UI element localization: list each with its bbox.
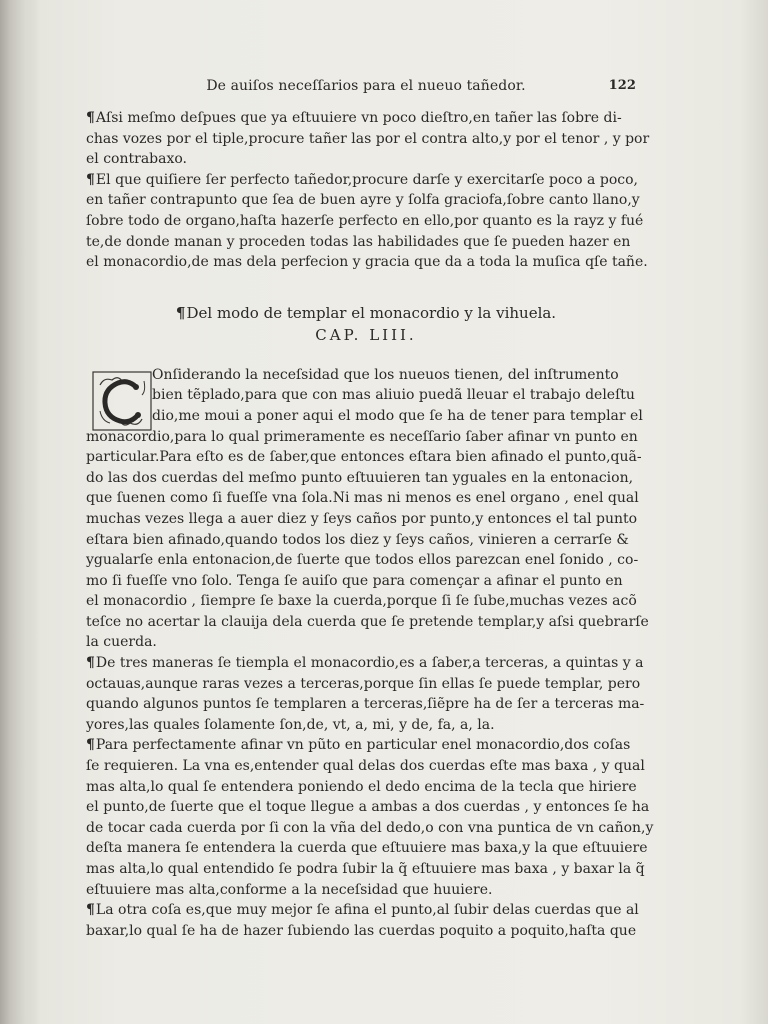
text-line: ſe requieren. La vna es,entender qual delas dos cuerdas eſte mas baxa , y qual xyxy=(86,758,645,775)
text-line: que ſuenen como ſi fueſſe vna ſola.Ni mas ni menos es enel organo , enel qual xyxy=(86,490,639,507)
pilcrow-mark: ¶ xyxy=(86,655,95,672)
text-line: ¶Aſsi meſmo deſpues que ya eſtuuiere vn poco dieſtro,en tañer las ſobre di- xyxy=(86,110,622,126)
pilcrow-mark: ¶ xyxy=(86,902,95,919)
text-line: en tañer contrapunto que ſea de buen ayre y ſolfa graciofa,ſobre canto llano,y xyxy=(86,192,640,209)
text-line: eſtara bien afinado,quando todos los diez y ſeys caños, vinieren a cerrarſe & xyxy=(86,531,629,548)
text-line: mas alta,lo qual ſe entendera poniendo el dedo encima de la tecla que hiriere xyxy=(86,778,637,795)
chapter-paragraph-4 xyxy=(86,900,646,941)
chapter-paragraph-2 xyxy=(86,653,646,735)
pilcrow-mark: ¶ xyxy=(86,171,95,188)
text-line: mo ſi fueſſe vno ſolo. Tenga ſe auiſo que para començar a afinar el punto en xyxy=(86,572,623,589)
running-head xyxy=(86,72,646,100)
text-line: do las dos cuerdas del meſmo punto eſtuuieren tan yguales en la entonacion, xyxy=(86,469,634,486)
text-line: quando algunos puntos ſe templaren a terceras,ſiẽpre ha de ſer a terceras ma- xyxy=(86,696,645,713)
text-line: particular.Para eſto es de ſaber,que entonces eſtara bien afinado el punto,quã- xyxy=(86,449,642,466)
chapter-number: CAP. LIII. xyxy=(315,325,417,344)
chapter-title: ¶Del modo de templar el monacordio y la vihuela. xyxy=(175,303,557,322)
text-line: de tocar cada cuerda por ſi con la vña del dedo,o con vna puntica de vn cañon,y xyxy=(86,819,654,836)
chapter-paragraph-1 xyxy=(86,365,649,653)
text-line: octauas,aunque raras vezes a terceras,porque ſin ellas ſe puede templar, pero xyxy=(86,675,641,692)
chapter-paragraph-3 xyxy=(86,735,654,900)
pilcrow-mark: ¶ xyxy=(175,303,186,322)
text-line: Onſiderando la neceſsidad que los nueuos tienen, del inſtrumento xyxy=(152,366,619,383)
text-line: monacordio,para lo qual primeramente es neceſſario ſaber afinar vn punto en xyxy=(86,428,638,445)
text-line: ¶De tres maneras ſe tiempla el monacordio,es a ſaber,a terceras, a quintas y a xyxy=(86,655,644,672)
text-line: baxar,lo qual ſe ha de hazer ſubiendo las cuerdas poquito a poquito,haſta que xyxy=(86,922,637,939)
text-line: ygualarſe enla entonacion,de ſuerte que todos ellos parezcan enel ſonido , co- xyxy=(86,552,639,569)
text-line: el contrabaxo. xyxy=(86,151,188,168)
text-line: ſobre todo de organo,haſta hazerſe perfecto en ello,por quanto es la rayz y fué xyxy=(86,212,644,229)
chapter-body xyxy=(86,365,654,942)
text-line: bien tẽplado,para que con mas aliuio puedã lleuar el trabajo deleſtu xyxy=(152,387,635,404)
pilcrow-mark: ¶ xyxy=(86,737,95,754)
text-line: eſtuuiere mas alta,conforme a la neceſsidad que huuiere. xyxy=(86,881,493,898)
text-line: ¶Para perfectamente afinar vn pũto en particular enel monacordio,dos coſas xyxy=(86,737,631,754)
text-line: el monacordio,de mas dela perfecion y gracia que da a toda la muſica qſe tañe. xyxy=(86,254,648,271)
book-gutter xyxy=(0,0,40,1024)
text-line: dio,me moui a poner aqui el modo que ſe ha de tener para templar el xyxy=(152,407,643,424)
text-line: muchas vezes llega a auer diez y ſeys caños por punto,y entonces el tal punto xyxy=(86,510,638,527)
running-head-title: De auiſos neceſſarios para el nueuo tañedor. xyxy=(206,78,526,94)
text-line: deſta manera ſe entendera la cuerda que eſtuuiere mas baxa,y la que eſtuuiere xyxy=(86,840,648,857)
decorated-initial-c xyxy=(92,371,152,431)
text-line: mas alta,lo qual entendido ſe podra ſubir la q̃ eſtuuiere mas baxa , y baxar la q̃ xyxy=(86,861,645,877)
text-line: yores,las quales ſolamente ſon,de, vt, a, mi, y de, fa, a, la. xyxy=(86,716,495,733)
text-line: teſce no acertar la clauija dela cuerda que ſe pretende templar,y aſsi quebrarſe xyxy=(86,613,649,630)
text-line: chas vozes por el tiple,procure tañer las por el contra alto,y por el tenor , y por xyxy=(86,130,650,147)
text-line: te,de donde manan y proceden todas las habilidades que ſe pueden hazer en xyxy=(86,233,631,250)
paragraph-1 xyxy=(86,108,650,170)
chapter-heading xyxy=(86,303,646,345)
pilcrow-mark: ¶ xyxy=(86,110,95,126)
text-line: ¶El que quiſiere ſer perfecto tañedor,procure darſe y exercitarſe poco a poco, xyxy=(86,171,638,188)
text-line: el punto,de ſuerte que el toque llegue a ambas a dos cuerdas , y entonces ſe ha xyxy=(86,799,650,816)
text-line: ¶La otra coſa es,que muy mejor ſe afina el punto,al ſubir delas cuerdas que al xyxy=(86,902,639,919)
page-number: 122 xyxy=(608,78,636,93)
text-line: el monacordio , ſiempre ſe baxe la cuerda,porque ſi ſe ſube,muchas vezes acõ xyxy=(86,593,637,610)
text-line: la cuerda. xyxy=(86,634,157,651)
paragraph-2 xyxy=(86,170,646,273)
page-text-area xyxy=(86,72,654,941)
